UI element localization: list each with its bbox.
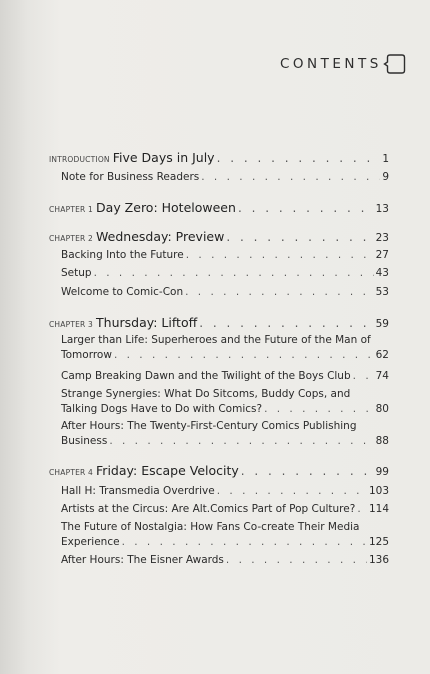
toc-entry-chapter-2[interactable] [49,229,389,244]
chapter-title: Five Days in July [112,150,215,165]
chapter-label: CHAPTER 1 [49,205,94,214]
dot-leader [201,171,380,183]
dot-leader [217,151,381,165]
entry-title-line-1: Strange Synergies: What Do Sitcoms, Buddy Cops, and [61,388,351,400]
chapter-label: CHAPTER 2 [49,234,94,243]
toc-entry-chapter-4[interactable] [49,463,389,478]
entry-title: After Hours: The Eisner Awards [61,554,224,566]
entry-title-line-1: The Future of Nostalgia: How Fans Co-create Their Media [61,521,360,533]
page-number: 80 [375,403,389,415]
entry-title: Camp Breaking Dawn and the Twilight of the Boys Club [61,370,351,382]
dot-leader [226,230,373,244]
toc-entry-chapter-3[interactable] [49,315,389,330]
entry-title-line-2: Tomorrow [61,349,112,361]
dot-leader [185,286,374,298]
chapter-title: Friday: Escape Velocity [96,463,239,478]
entry-title-line-2: Talking Dogs Have to Do with Comics? [61,403,263,415]
chapter-title: Thursday: Liftoff [96,315,198,330]
page-number: 13 [375,203,389,215]
page-number: 27 [375,249,389,261]
page-number: 103 [368,485,389,497]
dot-leader [199,316,373,330]
entry-title-line-1: After Hours: The Twenty-First-Century Comics Publishing [61,420,357,432]
page-number: 23 [375,232,389,244]
page-number: 125 [368,536,389,548]
dot-leader [353,370,374,382]
dot-leader [226,554,367,566]
dot-leader [264,403,374,415]
page-number: 114 [368,503,389,515]
speech-bubble-icon [383,52,407,76]
page-number: 74 [375,370,389,382]
toc-entry[interactable] [61,286,389,298]
toc-entry[interactable] [61,249,389,261]
toc-entry[interactable] [61,370,389,382]
entry-title-line-2: Business [61,435,108,447]
dot-leader [186,249,374,261]
page-number: 99 [375,466,389,478]
dot-leader [217,485,367,497]
toc-entry[interactable] [61,334,389,361]
entry-title: Welcome to Comic-Con [61,286,184,298]
toc-entry-introduction[interactable] [49,150,389,165]
dot-leader [114,349,374,361]
entry-title-line-2: Experience [61,536,120,548]
entry-title: Artists at the Circus: Are Alt.Comics Part of Pop Culture? [61,503,356,515]
toc-entry[interactable] [61,171,389,183]
page-number: 9 [382,171,389,183]
entry-title-line-1: Larger than Life: Superheroes and the Future of the Man of [61,334,371,346]
page-number: 59 [375,318,389,330]
toc-entry[interactable] [61,485,389,497]
chapter-title: Day Zero: Hoteloween [96,200,236,215]
dot-leader [94,267,374,279]
chapter-label: INTRODUCTION [49,155,110,164]
toc-entry[interactable] [61,521,389,548]
page-number: 136 [368,554,389,566]
page-title: CONTENTS [280,56,382,72]
contents-header [280,52,407,76]
toc-entry[interactable] [61,503,389,515]
chapter-label: CHAPTER 3 [49,320,94,329]
page-number: 1 [382,153,389,165]
entry-title: Setup [61,267,92,279]
entry-title: Note for Business Readers [61,171,200,183]
chapter-label: CHAPTER 4 [49,468,94,477]
entry-title: Backing Into the Future [61,249,184,261]
dot-leader [238,201,374,215]
dot-leader [357,503,367,515]
dot-leader [241,464,374,478]
dot-leader [109,435,373,447]
toc-entry[interactable] [61,554,389,566]
toc-entry-chapter-1[interactable] [49,200,389,215]
chapter-title: Wednesday: Preview [96,229,225,244]
page-number: 88 [375,435,389,447]
entry-title: Hall H: Transmedia Overdrive [61,485,215,497]
toc-entry[interactable] [61,267,389,279]
toc-entry[interactable] [61,420,389,447]
page-number: 43 [375,267,389,279]
toc-entry[interactable] [61,388,389,415]
page-number: 53 [375,286,389,298]
dot-leader [122,536,367,548]
page-number: 62 [375,349,389,361]
